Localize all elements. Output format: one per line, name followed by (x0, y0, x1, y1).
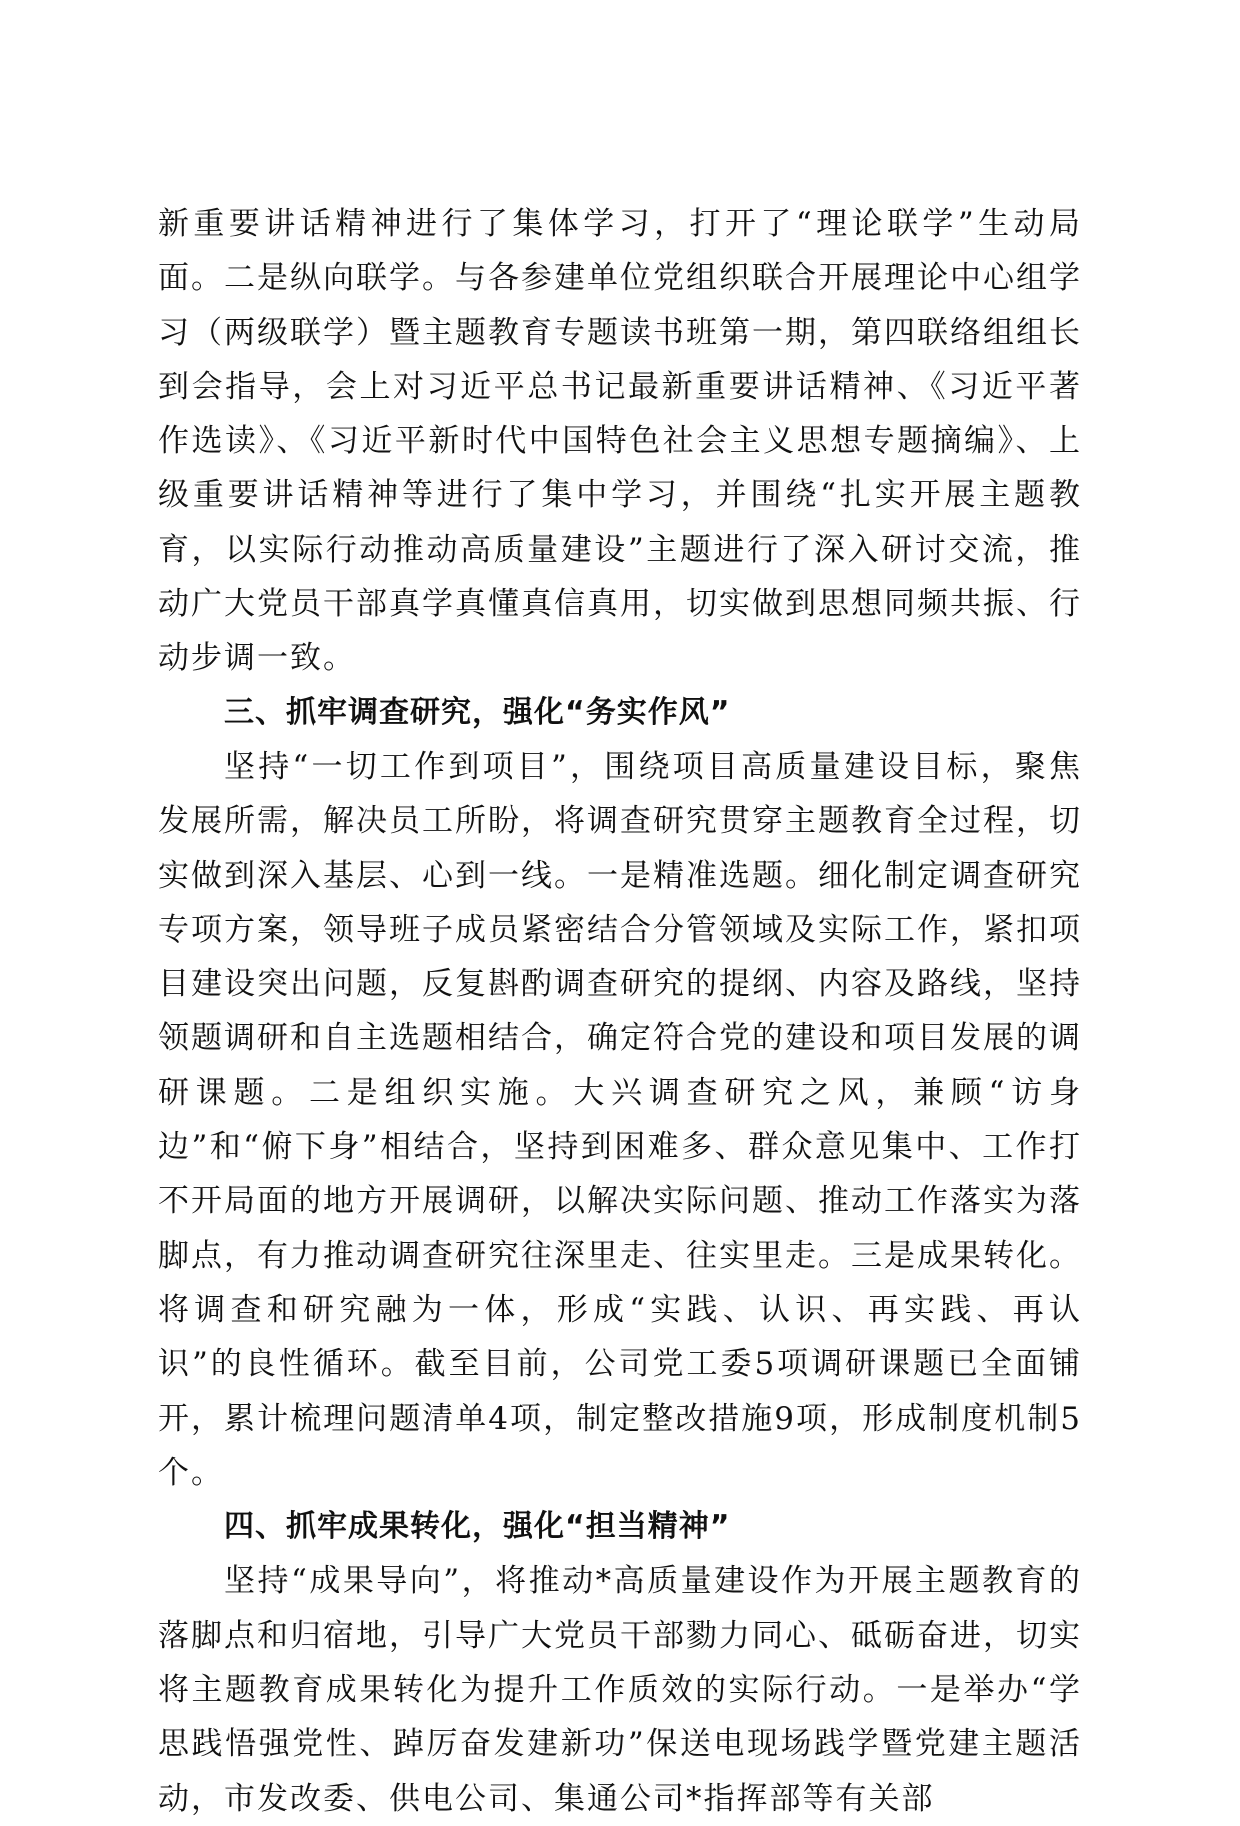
section-heading-3: 三、抓牢调查研究，强化“务实作风” (224, 694, 731, 730)
paragraph-section-3: 坚持“一切工作到项目”，围绕项目高质量建设目标，聚焦发展所需，解决员工所盼，将调查研究贯穿主题教育全过程，切实做到深入基层、心到一线。一是精准选题。细化制定调查研究专项方案，领导班子成员紧密结合分管领域及实际工作，紧扣项目建设突出问题，反复斟酌调查研究的提纲、内容及路线，坚持领题调研和自主选题相结合，确定符合党的建设和项目发展的调研课题。二是组织实施。大兴调查研究之风，兼顾“访身边”和“俯下身”相结合，坚持到困难多、群众意见集中、工作打不开局面的地方开展调研，以解决实际问题、推动工作落实为落脚点，有力推动调查研究往深里走、往实里走。三是成果转化。将调查和研究融为一体，形成“实践、认识、再实践、再认识”的良性循环。截至目前，公司党工委5项调研课题已全面铺开，累计梳理问题清单4项，制定整改措施9项，形成制度机制5个。 (158, 748, 1082, 1491)
paragraph-section-4: 坚持“成果导向”，将推动*高质量建设作为开展主题教育的落脚点和归宿地，引导广大党员干部勠力同心、砥砺奋进，切实将主题教育成果转化为提升工作质效的实际行动。一是举办“学思践悟强党性、踔厉奋发建新功”保送电现场践学暨党建主题活动，市发改委、供电公司、集通公司*指挥部等有关部 (158, 1563, 1082, 1817)
paragraph-continuation: 新重要讲话精神进行了集体学习，打开了“理论联学”生动局面。二是纵向联学。与各参建单位党组织联合开展理论中心组学习（两级联学）暨主题教育专题读书班第一期，第四联络组组长到会指导，会上对习近平总书记最新重要讲话精神、《习近平著作选读》、《习近平新时代中国特色社会主义思想专题摘编》、上级重要讲话精神等进行了集中学习，并围绕“扎实开展主题教育，以实际行动推动高质量建设”主题进行了深入研讨交流，推动广大党员干部真学真懂真信真用，切实做到思想同频共振、行动步调一致。 (158, 206, 1082, 677)
document-body (158, 197, 1082, 1826)
section-heading-4: 四、抓牢成果转化，强化“担当精神” (224, 1509, 731, 1545)
